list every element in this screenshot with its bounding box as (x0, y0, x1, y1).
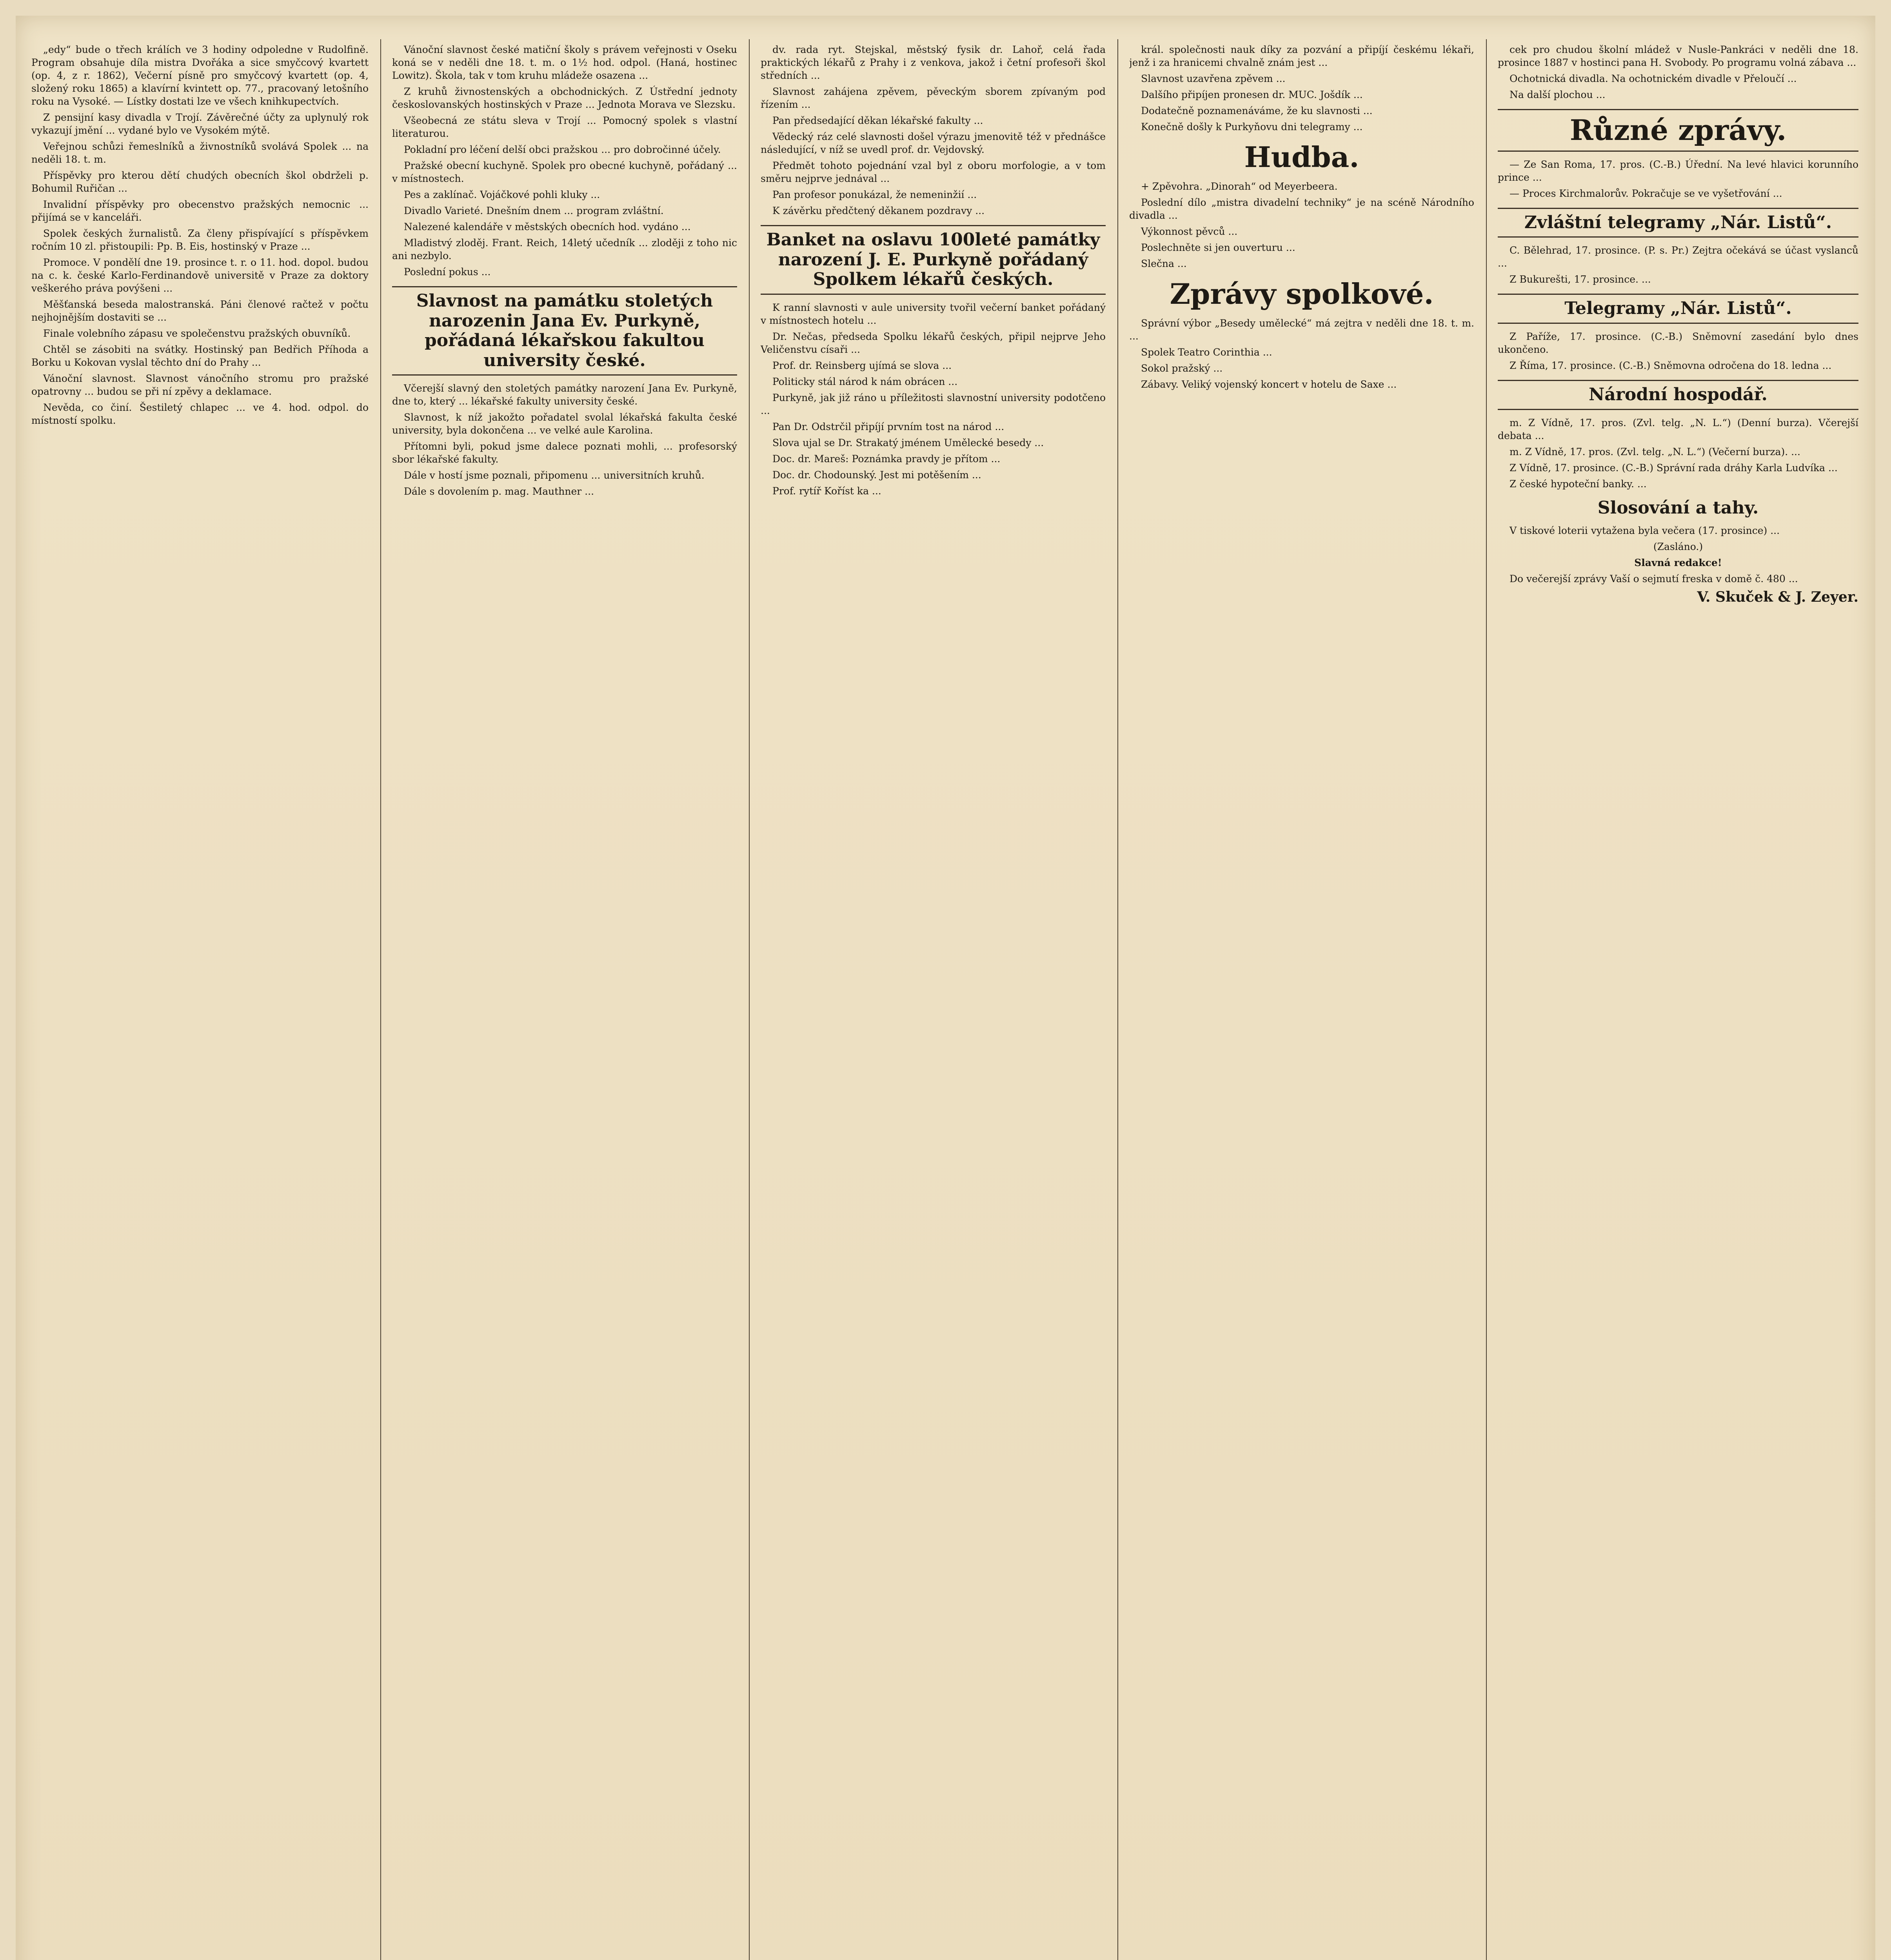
paragraph: C. Bělehrad, 17. prosince. (P. s. Pr.) Zejtra očekává se účast vyslanců ... (1498, 245, 1858, 269)
paragraph: Zábavy. Veliký vojenský koncert v hotelu de Saxe ... (1141, 378, 1397, 390)
article-heading: Banket na oslavu 100leté památky narození J. E. Purkyně pořádaný Spolkem lékařů českých. (761, 225, 1106, 295)
paragraph: — Ze San Roma, 17. pros. (C.-B.) Úřední. Na levé hlavici korunního prince ... (1498, 158, 1858, 183)
paragraph: Pokladní pro léčení delší obci pražskou ... pro dobročinné účely. (404, 144, 721, 155)
paragraph: Invalidní příspěvky pro obecenstvo pražských nemocnic ... přijímá se v kanceláři. (31, 199, 369, 223)
paragraph: (Zasláno.) (1653, 541, 1703, 553)
column-1 (31, 43, 369, 1960)
paragraph: Nevěda, co činí. Šestiletý chlapec ... ve 4. hod. odpol. do místností spolku. (31, 402, 369, 426)
paragraph: Včerejší slavný den stoletých památky narození Jana Ev. Purkyně, dne to, který ... lékařské fakulty university české. (392, 383, 737, 407)
column-2 (392, 43, 737, 1960)
paragraph: — Proces Kirchmalorův. Pokračuje se ve vyšetřování ... (1510, 187, 1782, 199)
paragraph: Pražské obecní kuchyně. Spolek pro obecné kuchyně, pořádaný ... v místnostech. (392, 160, 737, 184)
paragraph: Konečně došly k Purkyňovu dni telegramy ... (1141, 121, 1363, 132)
paragraph: Pes a zaklínač. Vojáčkové pohli kluky ... (404, 189, 600, 200)
paragraph: Slavná redakce! (1634, 557, 1722, 569)
paragraph: Prof. dr. Reinsberg ujímá se slova ... (772, 359, 952, 371)
paragraph: Poslední pokus ... (404, 266, 491, 278)
paragraph: Spolek českých žurnalistů. Za členy přispívající s příspěvkem ročním 10 zl. přistoupili: Pp. B. Eis, hostinský v Praze ... (31, 228, 369, 252)
paragraph: V tiskové loterii vytažena byla večera (17. prosince) ... (1510, 525, 1780, 537)
paragraph: Přítomni byli, pokud jsme dalece poznati mohli, ... profesorský sbor lékařské fakulty. (392, 441, 737, 465)
paragraph: Slečna ... (1141, 258, 1187, 269)
paragraph: Z pensijní kasy divadla v Trojí. Závěrečné účty za uplynulý rok vykazují jmění ... vydané bylo ve Vysokém mýtě. (31, 112, 369, 136)
paragraph: Měšťanská beseda malostranská. Páni členové račtež v počtu nejhojnějším dostaviti se ... (31, 299, 369, 323)
article-heading: Slavnost na památku stoletých narozenin Jana Ev. Purkyně, pořádaná lékařskou fakultou university české. (392, 286, 737, 376)
section-heading-telegramy: Telegramy „Nár. Listů“. (1498, 294, 1858, 324)
paragraph: Chtěl se zásobiti na svátky. Hostinský pan Bedřich Příhoda a Borku u Kokovan vyslal těchto dní do Prahy ... (31, 344, 369, 368)
paragraph: Z kruhů živnostenských a obchodnických. Z Ústřední jednoty českoslovanských hostinských v Praze ... Jednota Morava ve Slezsku. (392, 86, 737, 110)
paragraph: Z Vídně, 17. prosince. (C.-B.) Správní rada dráhy Karla Ludvíka ... (1510, 462, 1838, 474)
paragraph: Poslední dílo „mistra divadelní techniky“ je na scéně Národního divadla ... (1129, 196, 1474, 221)
paragraph: Nalezené kalendáře v městských obecních hod. vydáno ... (404, 221, 691, 232)
paragraph: Pan Dr. Odstrčil připíjí prvním tost na národ ... (772, 421, 1005, 432)
column-divider (749, 39, 750, 1960)
column-5 (1498, 43, 1858, 1960)
paragraph: cek pro chudou školní mládež v Nusle-Pankráci v neděli dne 18. prosince 1887 v hostinci pana H. Svobody. Po programu volná zábava ... (1498, 44, 1858, 68)
paragraph: Doc. dr. Mareš: Poznámka pravdy je přítom ... (772, 453, 1001, 465)
paragraph: Slavnost uzavřena zpěvem ... (1141, 73, 1286, 84)
paragraph: Spolek Teatro Corinthia ... (1141, 346, 1272, 358)
paragraph: Všeobecná ze státu sleva v Trojí ... Pomocný spolek s vlastní literaturou. (392, 115, 737, 139)
paragraph: K ranní slavnosti v aule university tvořil večerní banket pořádaný v místnostech hotelu ... (761, 301, 1106, 326)
paragraph: Slova ujal se Dr. Strakatý jménem Umělecké besedy ... (772, 437, 1044, 448)
paragraph: Mladistvý zloděj. Frant. Reich, 14letý učedník ... zloději z toho nic ani nezbylo. (392, 237, 737, 261)
paragraph: Pan předsedající děkan lékařské fakulty ... (772, 115, 983, 126)
paragraph: Dr. Nečas, předseda Spolku lékařů českých, připil nejprve Jeho Veličenstvu císaři ... (761, 330, 1106, 355)
paragraph: Na další plochou ... (1510, 89, 1606, 100)
paragraph: Purkyně, jak již ráno u příležitosti slavnostní university podotčeno ... (761, 392, 1106, 416)
paragraph: „edy“ bude o třech králích ve 3 hodiny odpoledne v Rudolfině. Program obsahuje díla mistra Dvořáka a sice smyčcový kvartett (op. 4, z r. 1862), Večerní písně pro smyčcový kvartett (op. 4, složený roku 1865) a klavírní kvintett op. 77., pracovaný letošního roku na Vysoké. — Lístky dostati lze ve všech knihkupectvích. (31, 44, 369, 107)
section-heading-zvlastni-telegramy: Zvláštní telegramy „Nár. Listů“. (1498, 208, 1858, 238)
paragraph: Z Bukurešti, 17. prosince. ... (1510, 274, 1651, 285)
column-3 (761, 43, 1106, 1960)
paragraph: Příspěvky pro kterou dětí chudých obecních škol obdrželi p. Bohumil Ruřičan ... (31, 170, 369, 194)
paragraph: dv. rada ryt. Stejskal, městský fysik dr. Lahoř, celá řada praktických lékařů z Prahy i z venkova, jakož i četní profesoři škol středních ... (761, 44, 1106, 81)
paragraph: Z Říma, 17. prosince. (C.-B.) Sněmovna odročena do 18. ledna ... (1510, 359, 1832, 371)
paragraph: Vánoční slavnost české matiční školy s právem veřejnosti v Oseku koná se v neděli dne 18. t. m. o 1½ hod. odpol. (Haná, hostinec Lowitz). Škola, tak v tom kruhu mládeže osazena ... (392, 44, 737, 81)
paragraph: m. Z Vídně, 17. pros. (Zvl. telg. „N. L.“) (Denní burza). Včerejší debata ... (1498, 417, 1858, 441)
section-heading-zpravy-spolkove: Zprávy spolkové. (1170, 277, 1434, 310)
paragraph: Z české hypoteční banky. ... (1510, 478, 1647, 490)
paragraph: Slavnost, k níž jakožto pořadatel svolal lékařská fakulta české university, byla dokončena ... ve velké aule Karolina. (392, 412, 737, 436)
paragraph: Správní výbor „Besedy umělecké“ má zejtra v neděli dne 18. t. m. ... (1129, 317, 1474, 342)
paragraph: Doc. dr. Chodounský. Jest mi potěšením ... (772, 469, 981, 481)
column-4 (1129, 43, 1474, 1960)
paragraph: král. společnosti nauk díky za pozvání a připíjí českému lékaři, jenž i za hranicemi chvalně znám jest ... (1129, 44, 1474, 68)
paragraph: Divadlo Varieté. Dnešním dnem ... program zvláštní. (404, 205, 664, 216)
section-heading-hudba: Hudba. (1244, 140, 1359, 174)
paragraph: Veřejnou schůzi řemeslníků a živnostníků svolává Spolek ... na neděli 18. t. m. (31, 141, 369, 165)
paragraph: Do večerejší zprávy Vaší o sejmutí freska v domě č. 480 ... (1510, 573, 1798, 585)
paragraph: Prof. rytíř Koříst ka ... (772, 485, 881, 497)
paragraph: m. Z Vídně, 17. pros. (Zvl. telg. „N. L.“) (Večerní burza). ... (1510, 446, 1800, 457)
paragraph: Politicky stál národ k nám obrácen ... (772, 376, 958, 387)
paragraph: Sokol pražský ... (1141, 362, 1223, 374)
paragraph: Dále s dovolením p. mag. Mauthner ... (404, 486, 594, 497)
paragraph: Z Paříže, 17. prosince. (C.-B.) Sněmovní zasedání bylo dnes ukončeno. (1498, 330, 1858, 355)
paragraph: + Zpěvohra. „Dinorah“ od Meyerbeera. (1141, 180, 1338, 192)
paragraph: K závěrku předčtený děkanem pozdravy ... (772, 205, 985, 216)
paragraph: Poslechněte si jen ouverturu ... (1141, 241, 1295, 253)
column-divider (1117, 39, 1118, 1960)
signature: V. Skuček & J. Zeyer. (1697, 589, 1858, 606)
paragraph: Výkonnost pěvců ... (1141, 225, 1238, 237)
paragraph: Slavnost zahájena zpěvem, pěveckým sborem zpívaným pod řízením ... (761, 86, 1106, 110)
paragraph: Dále v hostí jsme poznali, připomenu ... universitních kruhů. (404, 470, 705, 481)
column-divider (380, 39, 381, 1960)
paragraph: Dalšího připíjen pronesen dr. MUC. Jošdík ... (1141, 89, 1363, 100)
paragraph: Předmět tohoto pojednání vzal byl z oboru morfologie, a v tom směru nejprve jednával ... (761, 160, 1106, 184)
section-heading-narodni-hospodar: Národní hospodář. (1498, 380, 1858, 410)
paragraph: Pan profesor ponukázal, že nemeninžií ... (772, 189, 977, 200)
paragraph: Dodatečně poznamenáváme, že ku slavnosti ... (1141, 105, 1373, 116)
newspaper-page (16, 16, 1875, 1960)
paragraph: Vánoční slavnost. Slavnost vánočního stromu pro pražské opatrovny ... budou se při ní zpěvy a deklamace. (31, 373, 369, 397)
column-divider (1486, 39, 1487, 1960)
section-heading-ruzne-zpravy: Různé zprávy. (1498, 109, 1858, 152)
paragraph: Ochotnická divadla. Na ochotnickém divadle v Přeloučí ... (1510, 73, 1797, 84)
paragraph: Finale volebního zápasu ve společenstvu pražských obuvníků. (43, 328, 351, 339)
section-heading-slosovani: Slosování a tahy. (1597, 497, 1759, 518)
paragraph: Vědecký ráz celé slavnosti došel výrazu jmenovitě též v přednášce následující, v níž se uvedl prof. dr. Vejdovský. (761, 131, 1106, 155)
paragraph: Promoce. V pondělí dne 19. prosince t. r. o 11. hod. dopol. budou na c. k. české Karlo-Ferdinandově universitě v Praze za doktory veškerého práva povýšeni ... (31, 257, 369, 294)
